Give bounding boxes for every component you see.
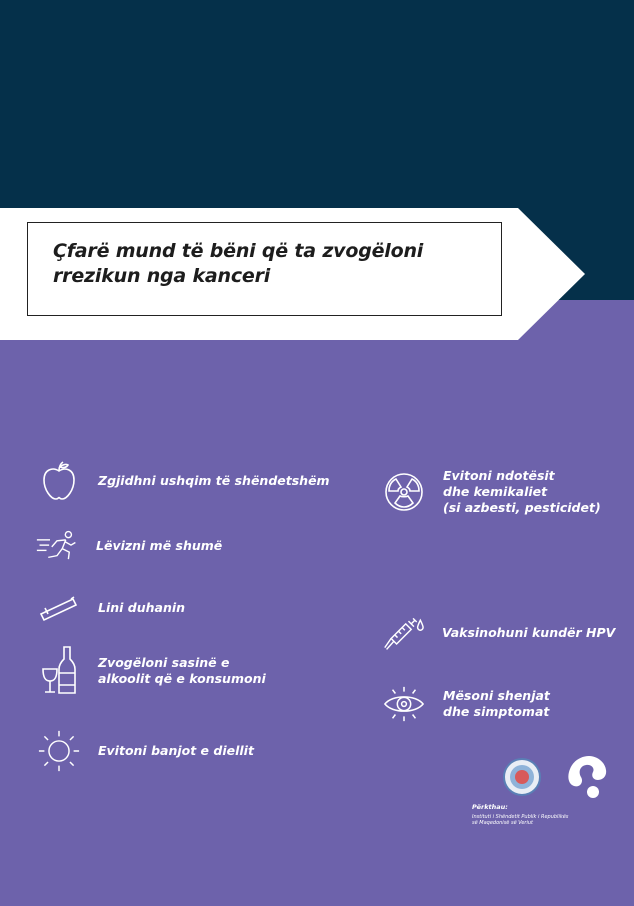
- tip-label: Zvogëloni sasinë e alkoolit që e konsumoni: [98, 655, 266, 686]
- tip-label: Evitoni banjot e diellit: [98, 743, 254, 758]
- page-title-line-1: Çfarë mund të bëni që ta zvogëloni: [53, 240, 424, 262]
- running-person-icon: [36, 525, 78, 567]
- tip-avoid-sunbathing: [38, 727, 254, 775]
- tip-label: Mësoni shenjat dhe simptomat: [443, 688, 550, 719]
- credit-heading: Përkthau:: [472, 803, 508, 811]
- wine-bottle-icon: [38, 645, 80, 697]
- tip-label: Lini duhanin: [98, 600, 186, 615]
- tip-label: Lëvizni më shumë: [96, 538, 223, 553]
- tip-healthy-food: [38, 460, 330, 502]
- tip-quit-smoking: [38, 587, 185, 629]
- tip-avoid-pollutants: [383, 468, 601, 516]
- institute-seal-logo: [503, 758, 541, 796]
- translation-credit: [472, 803, 572, 826]
- credit-body: Instituti i Shëndetit Publik i Republikës së Maqedonisë së Veriut: [472, 814, 569, 826]
- sun-icon: [38, 727, 80, 775]
- tip-learn-symptoms: [383, 683, 550, 725]
- page-title-line-2: rrezikun nga kanceri: [53, 265, 271, 287]
- apple-icon: [38, 460, 80, 502]
- tip-reduce-alcohol: [38, 645, 266, 697]
- tip-move-more: [36, 525, 222, 567]
- syringe-icon: [382, 612, 424, 654]
- cigarette-icon: [38, 587, 80, 629]
- title-box: [27, 222, 502, 316]
- partner-logo: [563, 752, 613, 802]
- tip-label: Evitoni ndotësit dhe kemikaliet (si azbesti, pesticidet): [443, 468, 601, 515]
- eye-icon: [383, 683, 425, 725]
- tip-label: Vaksinohuni kundër HPV: [442, 625, 616, 640]
- radiation-icon: [383, 471, 425, 513]
- tip-label: Zgjidhni ushqim të shëndetshëm: [98, 473, 330, 488]
- tip-hpv-vaccine: [382, 612, 615, 654]
